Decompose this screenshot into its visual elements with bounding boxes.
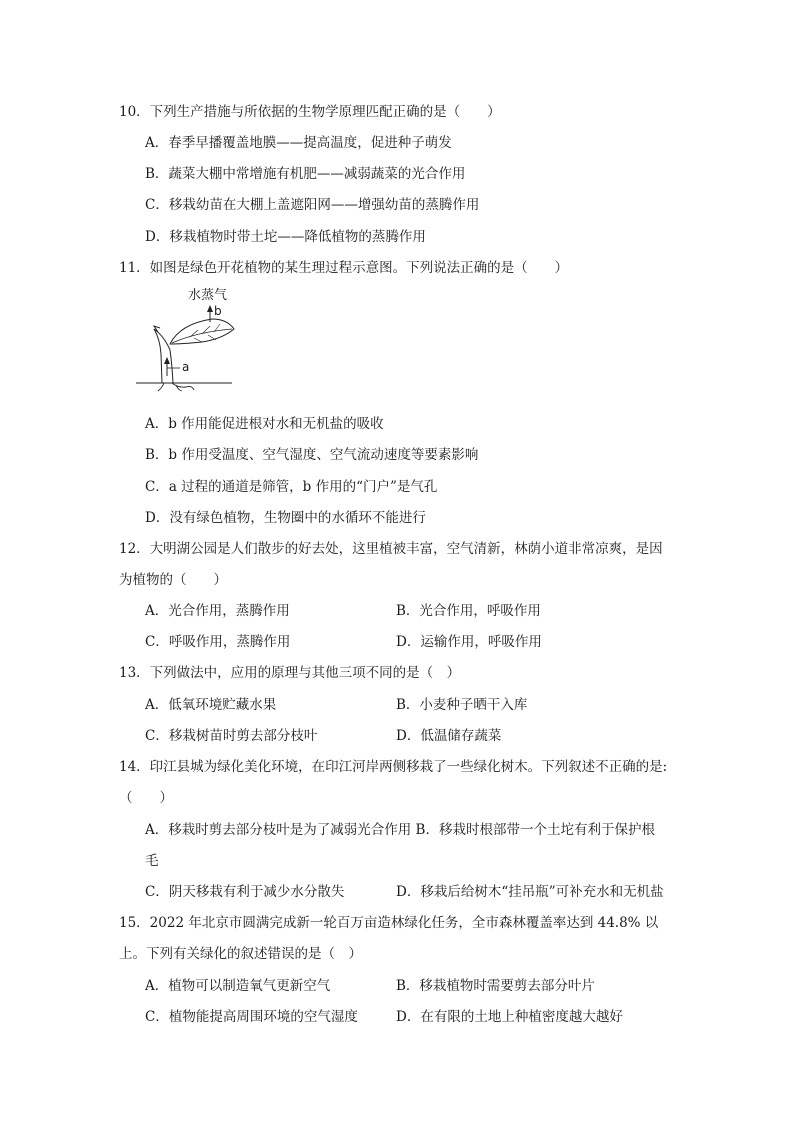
- question-11-option-b: B．b 作用受温度、空气湿度、空气流动速度等要素影响: [145, 447, 479, 463]
- question-13-option-d: D．低温储存蔬菜: [396, 728, 502, 744]
- label-b: b: [214, 304, 222, 318]
- question-14-stem-line-2: （ ）: [119, 790, 173, 806]
- question-12-stem-line-2: 为植物的（ ）: [119, 572, 227, 588]
- label-a: a: [182, 360, 190, 374]
- question-11-option-d: D．没有绿色植物，生物圈中的水循环不能进行: [145, 510, 426, 526]
- question-14-stem-line-1: 14．印江县城为绿化美化环境，在印江河岸两侧移栽了一些绿化树木。下列叙述不正确的是:: [119, 759, 668, 775]
- question-10-option-a: A．春季早播覆盖地膜——提高温度，促进种子萌发: [145, 135, 452, 151]
- water-vapor-label: 水蒸气: [188, 288, 228, 303]
- question-13-option-b: B．小麦种子晒干入库: [396, 697, 528, 713]
- question-10-stem: 10．下列生产措施与所依据的生物学原理匹配正确的是（ ）: [119, 104, 501, 120]
- question-14-option-c: C．阴天移栽有利于减少水分散失: [145, 884, 345, 900]
- question-13-option-c: C．移栽树苗时剪去部分枝叶: [145, 728, 318, 744]
- question-14-options-ab-line-1: A．移栽时剪去部分枝叶是为了减弱光合作用 B．移栽时根部带一个土坨有利于保护根: [145, 822, 655, 838]
- question-11-stem: 11．如图是绿色开花植物的某生理过程示意图。下列说法正确的是（ ）: [119, 260, 569, 276]
- question-12-option-a: A．光合作用，蒸腾作用: [145, 603, 290, 619]
- question-15-option-b: B．移栽植物时需要剪去部分叶片: [396, 978, 595, 994]
- question-15-stem-line-1: 15．2022 年北京市圆满完成新一轮百万亩造林绿化任务，全市森林覆盖率达到 44.8% 以: [119, 915, 659, 931]
- question-10-option-b: B．蔬菜大棚中常增施有机肥——减弱蔬菜的光合作用: [145, 166, 466, 182]
- question-11-option-a: A．b 作用能促进根对水和无机盐的吸收: [145, 416, 384, 432]
- question-12-option-b: B．光合作用，呼吸作用: [396, 603, 541, 619]
- question-12-stem-line-1: 12．大明湖公园是人们散步的好去处，这里植被丰富，空气清新，林荫小道非常凉爽，是因: [119, 541, 663, 557]
- question-15-option-a: A．植物可以制造氧气更新空气: [145, 978, 331, 994]
- question-10-option-d: D．移栽植物时带土坨——降低植物的蒸腾作用: [145, 229, 426, 245]
- question-12-option-c: C．呼吸作用，蒸腾作用: [145, 634, 291, 650]
- question-14-option-d: D．移栽后给树木“挂吊瓶”可补充水和无机盐: [396, 884, 664, 900]
- question-15-option-c: C．植物能提高周围环境的空气湿度: [145, 1009, 358, 1025]
- question-15-option-d: D．在有限的土地上种植密度越大越好: [396, 1009, 623, 1025]
- transpiration-diagram: [132, 284, 236, 392]
- question-12-option-d: D．运输作用，呼吸作用: [396, 634, 542, 650]
- question-15-stem-line-2: 上。下列有关绿化的叙述错误的是（ ）: [119, 946, 362, 962]
- question-11-option-c: C．a 过程的通道是筛管，b 作用的“门户”是气孔: [145, 479, 438, 495]
- question-10-option-c: C．移栽幼苗在大棚上盖遮阳网——增强幼苗的蒸腾作用: [145, 197, 480, 213]
- question-13-stem: 13．下列做法中，应用的原理与其他三项不同的是（ ）: [119, 665, 461, 681]
- question-14-options-ab-line-2: 毛: [145, 853, 159, 869]
- question-13-option-a: A．低氧环境贮藏水果: [145, 697, 277, 713]
